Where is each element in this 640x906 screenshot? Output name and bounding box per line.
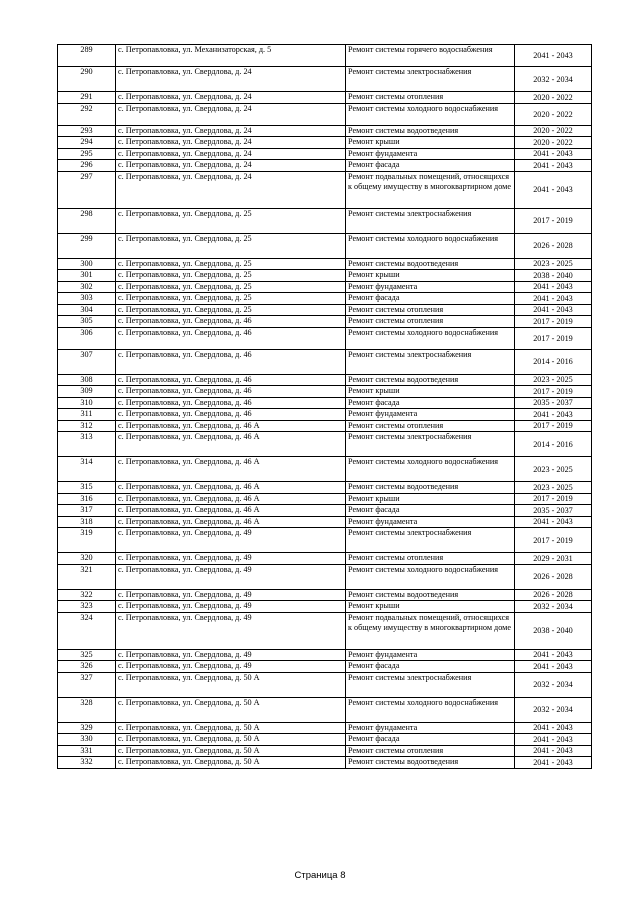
row-work-type: Ремонт системы электроснабжения [346, 67, 515, 92]
row-address: с. Петропавловка, ул. Свердлова, д. 25 [116, 293, 346, 305]
row-number: 331 [58, 745, 116, 757]
row-address: с. Петропавловка, ул. Свердлова, д. 46 А [116, 432, 346, 457]
row-period: 2023 - 2025 [515, 457, 592, 482]
row-address: с. Петропавловка, ул. Свердлова, д. 46 [116, 386, 346, 398]
row-address: с. Петропавловка, ул. Свердлова, д. 49 [116, 589, 346, 601]
row-number: 314 [58, 457, 116, 482]
row-work-type: Ремонт крыши [346, 386, 515, 398]
row-number: 324 [58, 612, 116, 649]
table-row [58, 409, 592, 421]
row-address: с. Петропавловка, ул. Свердлова, д. 46 А [116, 516, 346, 528]
row-address: с. Петропавловка, ул. Свердлова, д. 46 А [116, 420, 346, 432]
row-period: 2026 - 2028 [515, 589, 592, 601]
row-number: 301 [58, 270, 116, 282]
row-work-type: Ремонт фундамента [346, 281, 515, 293]
row-work-type: Ремонт фундамента [346, 148, 515, 160]
table-row [58, 148, 592, 160]
table-row [58, 386, 592, 398]
row-address: с. Петропавловка, ул. Свердлова, д. 46 А [116, 505, 346, 517]
row-number: 313 [58, 432, 116, 457]
row-period: 2017 - 2019 [515, 528, 592, 553]
row-address: с. Петропавловка, ул. Свердлова, д. 24 [116, 160, 346, 172]
row-work-type: Ремонт фасада [346, 293, 515, 305]
row-work-type: Ремонт системы водоотведения [346, 125, 515, 137]
row-work-type: Ремонт системы водоотведения [346, 482, 515, 494]
table-row [58, 270, 592, 282]
row-number: 296 [58, 160, 116, 172]
row-number: 299 [58, 233, 116, 258]
row-work-type: Ремонт системы электроснабжения [346, 208, 515, 233]
row-period: 2041 - 2043 [515, 304, 592, 316]
row-period: 2023 - 2025 [515, 258, 592, 270]
row-period: 2014 - 2016 [515, 432, 592, 457]
table-row [58, 327, 592, 349]
table-row [58, 316, 592, 328]
row-period: 2020 - 2022 [515, 92, 592, 104]
row-period: 2032 - 2034 [515, 697, 592, 722]
row-number: 297 [58, 171, 116, 208]
row-period: 2026 - 2028 [515, 564, 592, 589]
row-address: с. Петропавловка, ул. Свердлова, д. 46 А [116, 493, 346, 505]
table-row [58, 67, 592, 92]
row-address: с. Петропавловка, ул. Свердлова, д. 24 [116, 67, 346, 92]
row-address: с. Петропавловка, ул. Свердлова, д. 50 А [116, 722, 346, 734]
table-row [58, 304, 592, 316]
row-period: 2026 - 2028 [515, 233, 592, 258]
row-address: с. Петропавловка, ул. Свердлова, д. 49 [116, 601, 346, 613]
row-period: 2017 - 2019 [515, 386, 592, 398]
table-row [58, 281, 592, 293]
row-number: 330 [58, 734, 116, 746]
row-work-type: Ремонт фасада [346, 505, 515, 517]
table-body [58, 45, 592, 769]
row-number: 293 [58, 125, 116, 137]
row-work-type: Ремонт фундамента [346, 409, 515, 421]
row-period: 2017 - 2019 [515, 420, 592, 432]
row-address: с. Петропавловка, ул. Свердлова, д. 49 [116, 661, 346, 673]
row-period: 2041 - 2043 [515, 757, 592, 769]
row-address: с. Петропавловка, ул. Свердлова, д. 50 А [116, 672, 346, 697]
row-period: 2041 - 2043 [515, 45, 592, 67]
table-row [58, 171, 592, 208]
row-number: 325 [58, 649, 116, 661]
row-work-type: Ремонт системы холодного водоснабжения [346, 697, 515, 722]
table-row [58, 528, 592, 553]
row-work-type: Ремонт фундамента [346, 649, 515, 661]
row-address: с. Петропавловка, ул. Свердлова, д. 49 [116, 612, 346, 649]
table-row [58, 612, 592, 649]
row-number: 332 [58, 757, 116, 769]
row-period: 2038 - 2040 [515, 270, 592, 282]
row-work-type: Ремонт системы отопления [346, 553, 515, 565]
row-period: 2041 - 2043 [515, 661, 592, 673]
row-address: с. Петропавловка, ул. Свердлова, д. 46 А [116, 482, 346, 494]
row-work-type: Ремонт крыши [346, 601, 515, 613]
row-address: с. Петропавловка, ул. Свердлова, д. 50 А [116, 757, 346, 769]
row-period: 2041 - 2043 [515, 722, 592, 734]
row-period: 2035 - 2037 [515, 505, 592, 517]
row-work-type: Ремонт системы водоотведения [346, 589, 515, 601]
row-period: 2017 - 2019 [515, 208, 592, 233]
row-address: с. Петропавловка, ул. Свердлова, д. 24 [116, 92, 346, 104]
row-address: с. Петропавловка, ул. Свердлова, д. 46 [116, 409, 346, 421]
row-work-type: Ремонт крыши [346, 493, 515, 505]
row-number: 298 [58, 208, 116, 233]
row-number: 326 [58, 661, 116, 673]
row-period: 2023 - 2025 [515, 482, 592, 494]
row-number: 328 [58, 697, 116, 722]
row-number: 302 [58, 281, 116, 293]
table-row [58, 457, 592, 482]
repair-schedule-table [57, 44, 592, 769]
row-work-type: Ремонт системы отопления [346, 304, 515, 316]
row-period: 2035 - 2037 [515, 397, 592, 409]
row-number: 292 [58, 103, 116, 125]
row-work-type: Ремонт системы электроснабжения [346, 349, 515, 374]
row-address: с. Петропавловка, ул. Свердлова, д. 24 [116, 148, 346, 160]
row-address: с. Петропавловка, ул. Свердлова, д. 24 [116, 103, 346, 125]
row-work-type: Ремонт системы электроснабжения [346, 528, 515, 553]
table-row [58, 505, 592, 517]
row-address: с. Петропавловка, ул. Свердлова, д. 25 [116, 304, 346, 316]
row-work-type: Ремонт фасада [346, 160, 515, 172]
row-number: 312 [58, 420, 116, 432]
table-row [58, 233, 592, 258]
row-number: 327 [58, 672, 116, 697]
table-row [58, 722, 592, 734]
table-row [58, 672, 592, 697]
row-period: 2029 - 2031 [515, 553, 592, 565]
table-row [58, 160, 592, 172]
table-row [58, 601, 592, 613]
row-work-type: Ремонт системы холодного водоснабжения [346, 103, 515, 125]
row-number: 305 [58, 316, 116, 328]
row-period: 2032 - 2034 [515, 672, 592, 697]
row-period: 2017 - 2019 [515, 493, 592, 505]
row-number: 311 [58, 409, 116, 421]
row-work-type: Ремонт системы электроснабжения [346, 672, 515, 697]
row-address: с. Петропавловка, ул. Свердлова, д. 46 [116, 316, 346, 328]
row-period: 2041 - 2043 [515, 734, 592, 746]
row-period: 2041 - 2043 [515, 409, 592, 421]
row-period: 2041 - 2043 [515, 516, 592, 528]
row-address: с. Петропавловка, ул. Свердлова, д. 50 А [116, 734, 346, 746]
row-work-type: Ремонт подвальных помещений, относящихся к общему имуществу в многоквартирном доме [346, 171, 515, 208]
row-number: 294 [58, 137, 116, 149]
table-row [58, 745, 592, 757]
table-row [58, 516, 592, 528]
row-address: с. Петропавловка, ул. Свердлова, д. 50 А [116, 745, 346, 757]
row-number: 321 [58, 564, 116, 589]
row-period: 2032 - 2034 [515, 601, 592, 613]
row-work-type: Ремонт системы отопления [346, 316, 515, 328]
row-number: 317 [58, 505, 116, 517]
row-address: с. Петропавловка, ул. Механизаторская, д. 5 [116, 45, 346, 67]
row-number: 290 [58, 67, 116, 92]
row-number: 300 [58, 258, 116, 270]
row-number: 306 [58, 327, 116, 349]
row-address: с. Петропавловка, ул. Свердлова, д. 46 [116, 374, 346, 386]
table-row [58, 208, 592, 233]
row-number: 315 [58, 482, 116, 494]
row-number: 303 [58, 293, 116, 305]
row-work-type: Ремонт системы электроснабжения [346, 432, 515, 457]
row-number: 309 [58, 386, 116, 398]
row-number: 322 [58, 589, 116, 601]
row-number: 310 [58, 397, 116, 409]
row-work-type: Ремонт системы холодного водоснабжения [346, 457, 515, 482]
row-address: с. Петропавловка, ул. Свердлова, д. 46 [116, 327, 346, 349]
page-number: Страница 8 [294, 870, 346, 881]
row-address: с. Петропавловка, ул. Свердлова, д. 46 А [116, 457, 346, 482]
table-row [58, 757, 592, 769]
table-row [58, 92, 592, 104]
row-period: 2020 - 2022 [515, 137, 592, 149]
table-row [58, 734, 592, 746]
row-period: 2041 - 2043 [515, 293, 592, 305]
row-period: 2020 - 2022 [515, 125, 592, 137]
row-work-type: Ремонт крыши [346, 137, 515, 149]
table-row [58, 589, 592, 601]
row-work-type: Ремонт фасада [346, 734, 515, 746]
table-row [58, 397, 592, 409]
table-row [58, 697, 592, 722]
row-work-type: Ремонт фундамента [346, 722, 515, 734]
row-work-type: Ремонт фасада [346, 397, 515, 409]
row-number: 307 [58, 349, 116, 374]
row-work-type: Ремонт системы отопления [346, 420, 515, 432]
row-period: 2041 - 2043 [515, 148, 592, 160]
table-row [58, 293, 592, 305]
row-address: с. Петропавловка, ул. Свердлова, д. 49 [116, 528, 346, 553]
table-row [58, 649, 592, 661]
row-address: с. Петропавловка, ул. Свердлова, д. 25 [116, 208, 346, 233]
row-work-type: Ремонт системы водоотведения [346, 258, 515, 270]
row-work-type: Ремонт системы водоотведения [346, 374, 515, 386]
row-work-type: Ремонт фундамента [346, 516, 515, 528]
row-work-type: Ремонт системы отопления [346, 745, 515, 757]
row-address: с. Петропавловка, ул. Свердлова, д. 24 [116, 171, 346, 208]
row-number: 320 [58, 553, 116, 565]
row-address: с. Петропавловка, ул. Свердлова, д. 49 [116, 564, 346, 589]
row-number: 323 [58, 601, 116, 613]
row-number: 304 [58, 304, 116, 316]
row-period: 2017 - 2019 [515, 327, 592, 349]
row-work-type: Ремонт подвальных помещений, относящихся к общему имуществу в многоквартирном доме [346, 612, 515, 649]
row-period: 2020 - 2022 [515, 103, 592, 125]
row-period: 2017 - 2019 [515, 316, 592, 328]
table-row [58, 349, 592, 374]
row-number: 316 [58, 493, 116, 505]
row-address: с. Петропавловка, ул. Свердлова, д. 25 [116, 270, 346, 282]
table-row [58, 482, 592, 494]
table-row [58, 420, 592, 432]
table-row [58, 103, 592, 125]
row-address: с. Петропавловка, ул. Свердлова, д. 24 [116, 137, 346, 149]
row-address: с. Петропавловка, ул. Свердлова, д. 50 А [116, 697, 346, 722]
table-row [58, 258, 592, 270]
row-work-type: Ремонт системы отопления [346, 92, 515, 104]
table-row [58, 374, 592, 386]
row-period: 2038 - 2040 [515, 612, 592, 649]
table-row [58, 432, 592, 457]
row-period: 2032 - 2034 [515, 67, 592, 92]
row-period: 2023 - 2025 [515, 374, 592, 386]
row-period: 2014 - 2016 [515, 349, 592, 374]
row-address: с. Петропавловка, ул. Свердлова, д. 46 [116, 397, 346, 409]
table-row [58, 493, 592, 505]
row-work-type: Ремонт системы холодного водоснабжения [346, 564, 515, 589]
row-work-type: Ремонт крыши [346, 270, 515, 282]
table-row [58, 661, 592, 673]
row-address: с. Петропавловка, ул. Свердлова, д. 25 [116, 281, 346, 293]
row-period: 2041 - 2043 [515, 160, 592, 172]
row-number: 289 [58, 45, 116, 67]
row-work-type: Ремонт фасада [346, 661, 515, 673]
table-row [58, 137, 592, 149]
row-number: 319 [58, 528, 116, 553]
row-period: 2041 - 2043 [515, 745, 592, 757]
table-row [58, 553, 592, 565]
row-address: с. Петропавловка, ул. Свердлова, д. 25 [116, 258, 346, 270]
row-address: с. Петропавловка, ул. Свердлова, д. 24 [116, 125, 346, 137]
row-number: 308 [58, 374, 116, 386]
row-work-type: Ремонт системы холодного водоснабжения [346, 233, 515, 258]
row-period: 2041 - 2043 [515, 281, 592, 293]
row-number: 329 [58, 722, 116, 734]
row-number: 291 [58, 92, 116, 104]
row-address: с. Петропавловка, ул. Свердлова, д. 49 [116, 649, 346, 661]
row-address: с. Петропавловка, ул. Свердлова, д. 49 [116, 553, 346, 565]
row-work-type: Ремонт системы горячего водоснабжения [346, 45, 515, 67]
table-row [58, 564, 592, 589]
row-number: 318 [58, 516, 116, 528]
row-number: 295 [58, 148, 116, 160]
row-work-type: Ремонт системы водоотведения [346, 757, 515, 769]
row-address: с. Петропавловка, ул. Свердлова, д. 46 [116, 349, 346, 374]
row-period: 2041 - 2043 [515, 171, 592, 208]
row-period: 2041 - 2043 [515, 649, 592, 661]
row-address: с. Петропавловка, ул. Свердлова, д. 25 [116, 233, 346, 258]
table-row [58, 125, 592, 137]
row-work-type: Ремонт системы холодного водоснабжения [346, 327, 515, 349]
table-row [58, 45, 592, 67]
